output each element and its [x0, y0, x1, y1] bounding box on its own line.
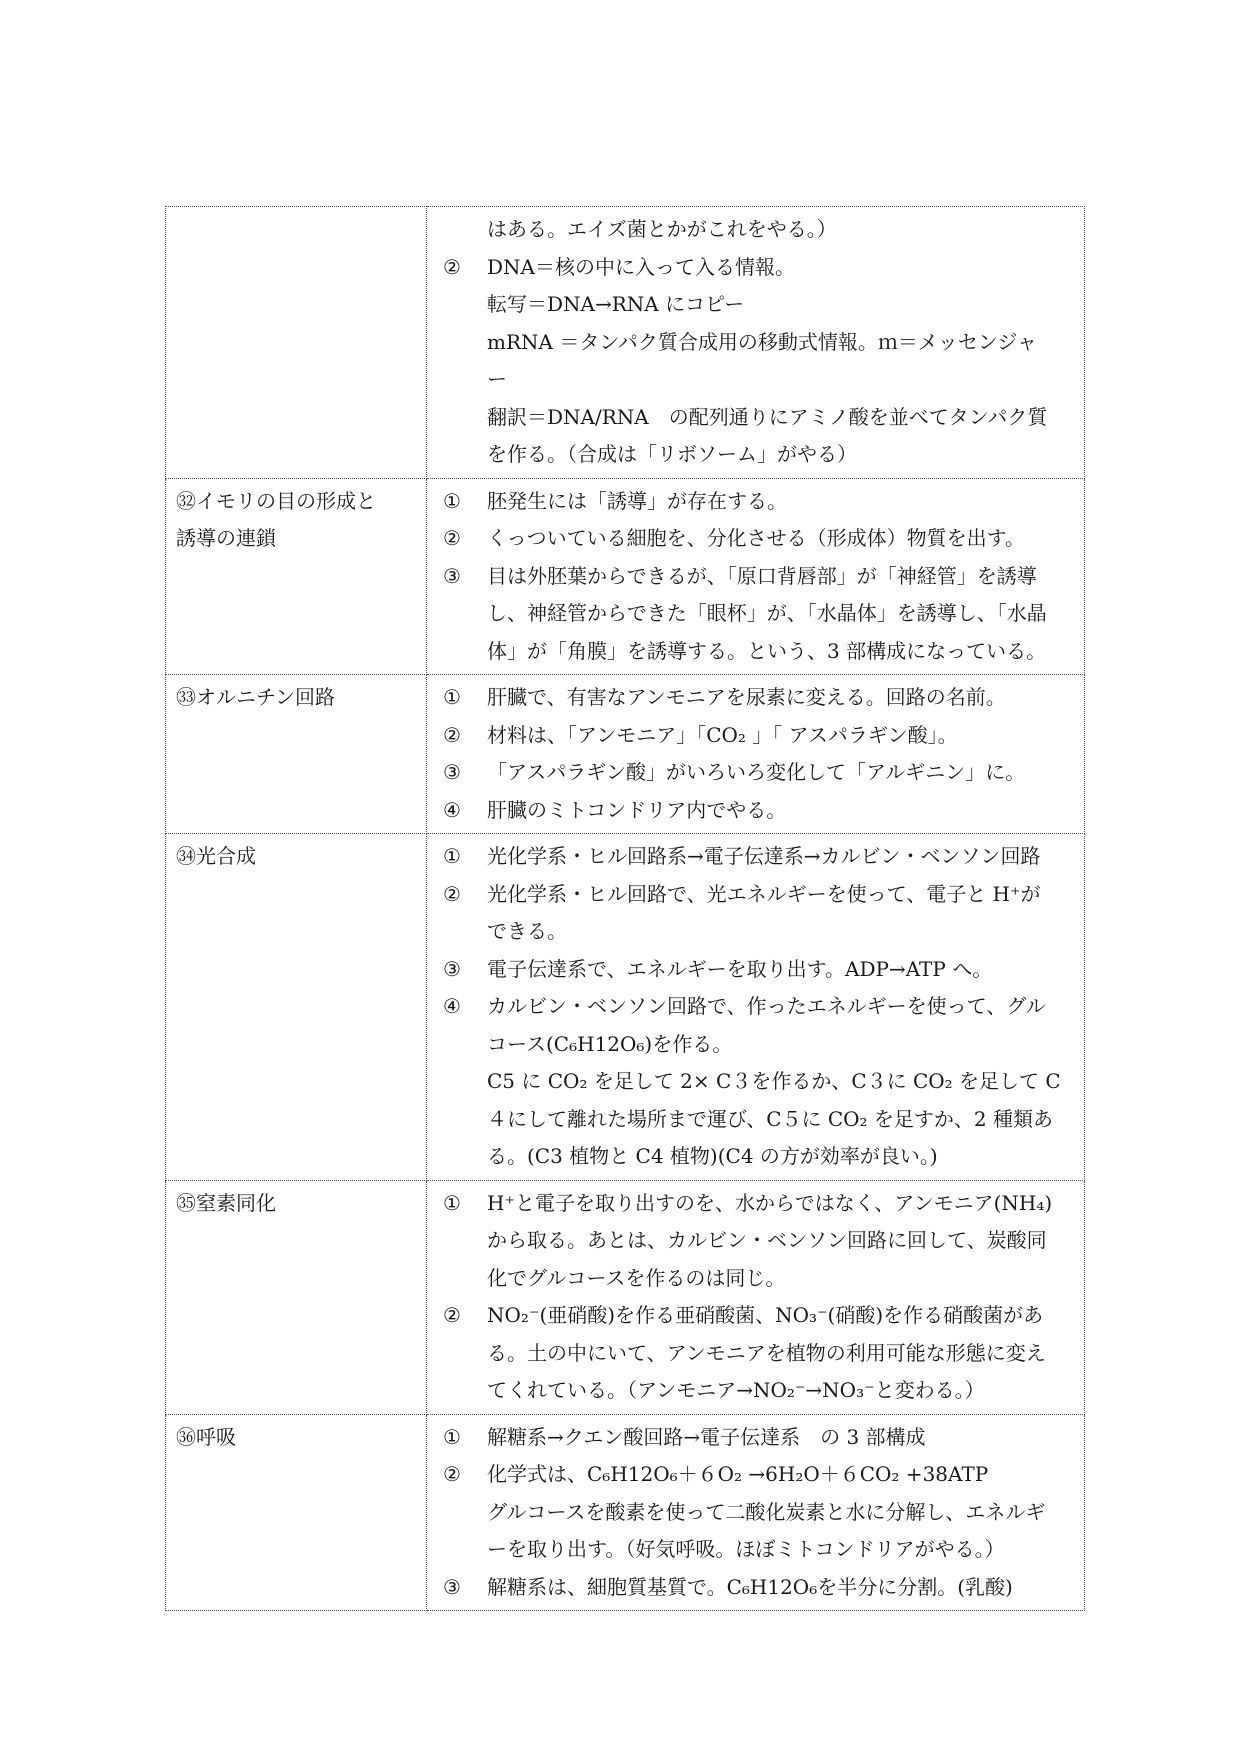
text-line: ー — [487, 367, 507, 391]
text-line: を作る。（合成は「リボソーム」がやる） — [487, 442, 857, 466]
text-line: 肝臓のミトコンドリア内でやる。 — [487, 797, 787, 822]
topic-title-line: ㉝オルニチン回路 — [176, 685, 335, 709]
numbered-item — [437, 1569, 1074, 1607]
item-number: ③ — [443, 563, 461, 588]
content-cell — [427, 1180, 1085, 1414]
topic-title-line: ㉟窒素同化 — [176, 1190, 276, 1215]
text-line: カルビン・ベンソン回路で、作ったエネルギーを使って、グル — [487, 994, 1046, 1018]
text-line: 化学式は、C₆H12O₆＋６O₂ →6H₂O＋６CO₂ +38ATP — [487, 1462, 989, 1486]
item-number: ④ — [443, 797, 461, 822]
table-row — [166, 834, 1085, 1181]
content-cell — [427, 207, 1085, 479]
content-cell — [427, 675, 1085, 834]
numbered-item — [437, 754, 1074, 792]
table-row — [166, 1414, 1085, 1611]
text-line: 「アスパラギン酸」がいろいろ変化して「アルギニン」に。 — [487, 760, 1026, 784]
content-cell — [427, 1414, 1085, 1611]
item-number: ③ — [443, 956, 461, 981]
numbered-item — [437, 951, 1074, 989]
topic-cell — [166, 478, 427, 675]
numbered-item — [437, 1185, 1074, 1298]
text-line: 体」が「角膜」を誘導する。という、3 部構成になっている。 — [487, 638, 1047, 663]
text-line: 翻訳＝DNA/RNA の配列通りにアミノ酸を並べてタンパク質 — [487, 404, 1048, 429]
text-line: H⁺と電子を取り出すのを、水からではなく、アンモニア(NH₄) — [487, 1190, 1053, 1215]
notes-table — [165, 206, 1085, 1611]
item-number: ③ — [443, 1574, 461, 1599]
topic-title-line: ㉞光合成 — [176, 844, 256, 868]
numbered-item — [437, 1297, 1074, 1410]
content-cell — [427, 834, 1085, 1181]
topic-cell — [166, 834, 427, 1181]
text-line: 材料は、「アンモニア」「CO₂ 」「 アスパラギン酸」。 — [487, 722, 958, 747]
text-line: はある。エイズ菌とかがこれをやる。） — [487, 217, 837, 241]
text-line: る。(C3 植物と C4 植物)(C4 の方が効率が良い。) — [487, 1144, 938, 1168]
numbered-item — [437, 249, 1074, 474]
text-line: 肝臓で、有害なアンモニアを尿素に変える。回路の名前。 — [487, 685, 1006, 709]
table-row — [166, 675, 1085, 834]
numbered-item — [437, 1419, 1074, 1457]
text-line: 解糖系→クエン酸回路→電子伝達系 の 3 部構成 — [487, 1424, 926, 1449]
text-line: る。土の中にいて、アンモニアを植物の利用可能な形態に変え — [487, 1340, 1046, 1365]
numbered-item — [437, 876, 1074, 951]
item-number: ① — [443, 1190, 461, 1215]
text-line: ４にして離れた場所まで運び、C５に CO₂ を足すか、2 種類あ — [487, 1106, 1054, 1131]
item-number: ② — [443, 254, 461, 279]
item-number: ② — [443, 722, 461, 747]
topic-cell — [166, 1414, 427, 1611]
item-number: ② — [443, 881, 461, 906]
notes-table-body — [166, 207, 1085, 1611]
item-number: ② — [443, 1303, 461, 1327]
item-number: ① — [443, 844, 461, 868]
text-line: NO₂⁻(亜硝酸)を作る亜硝酸菌、NO₃⁻(硝酸)を作る硝酸菌があ — [487, 1303, 1044, 1327]
table-row — [166, 478, 1085, 675]
text-line: 目は外胚葉からできるが、「原口背唇部」が「神経管」を誘導 — [487, 563, 1037, 588]
text-line: くっついている細胞を、分化させる（形成体）物質を出す。 — [487, 526, 1025, 550]
table-row — [166, 207, 1085, 479]
text-line: コース(C₆H12O₆)を作る。 — [487, 1031, 733, 1056]
text-line: DNA＝核の中に入って入る情報。 — [487, 254, 795, 279]
numbered-item — [437, 483, 1074, 521]
text-line: し、神経管からできた「眼杯」が、「水晶体」を誘導し、「水晶 — [487, 601, 1047, 625]
text-line: できる。 — [487, 919, 567, 943]
item-number: ③ — [443, 760, 461, 784]
text-line: C5 に CO₂ を足して 2× C３を作るか、C３に CO₂ を足して C — [487, 1069, 1061, 1093]
topic-cell — [166, 675, 427, 834]
item-number: ① — [443, 685, 461, 709]
text-line: mRNA ＝タンパク質合成用の移動式情報。ｍ＝メッセンジャ — [487, 329, 1038, 354]
text-line: 胚発生には「誘導」が存在する。 — [487, 488, 787, 513]
text-line: 光化学系・ヒル回路系→電子伝達系→カルビン・ベンソン回路 — [487, 844, 1041, 868]
topic-title-line: ㉜イモリの目の形成と — [176, 488, 376, 513]
text-line: から取る。あとは、カルビン・ベンソン回路に回して、炭酸同 — [487, 1228, 1047, 1252]
numbered-item — [437, 520, 1074, 558]
topic-cell — [166, 207, 427, 479]
numbered-item — [437, 792, 1074, 830]
text-line: 化でグルコースを作るのは同じ。 — [487, 1265, 786, 1290]
numbered-item — [437, 988, 1074, 1176]
topic-cell — [166, 1180, 427, 1414]
numbered-item — [437, 1456, 1074, 1569]
item-number: ④ — [443, 994, 461, 1018]
numbered-item — [437, 679, 1074, 717]
continued-text — [437, 211, 1074, 249]
text-line: 転写＝DNA→RNA にコピー — [487, 292, 745, 316]
topic-title-line: 誘導の連鎖 — [176, 526, 276, 550]
text-line: グルコースを酸素を使って二酸化炭素と水に分解し、エネルギ — [487, 1499, 1046, 1524]
table-row — [166, 1180, 1085, 1414]
item-number: ① — [443, 1424, 461, 1449]
text-line: 光化学系・ヒル回路で、光エネルギーを使って、電子と H⁺が — [487, 881, 1041, 906]
text-line: てくれている。（アンモニア→NO₂⁻→NO₃⁻と変わる。） — [487, 1378, 985, 1402]
item-number: ② — [443, 1462, 461, 1486]
numbered-item — [437, 558, 1074, 671]
item-number: ① — [443, 488, 461, 513]
numbered-item — [437, 717, 1074, 755]
text-line: 解糖系は、細胞質基質で。C₆H12O₆を半分に分割。(乳酸) — [487, 1574, 1013, 1599]
topic-title-line: ㊱呼吸 — [176, 1424, 236, 1449]
text-line: ーを取り出す。（好気呼吸。ほぼミトコンドリアがやる。） — [487, 1537, 1005, 1561]
numbered-item — [437, 838, 1074, 876]
item-number: ② — [443, 526, 461, 550]
text-line: 電子伝達系で、エネルギーを取り出す。ADP→ATP へ。 — [487, 956, 993, 981]
content-cell — [427, 478, 1085, 675]
